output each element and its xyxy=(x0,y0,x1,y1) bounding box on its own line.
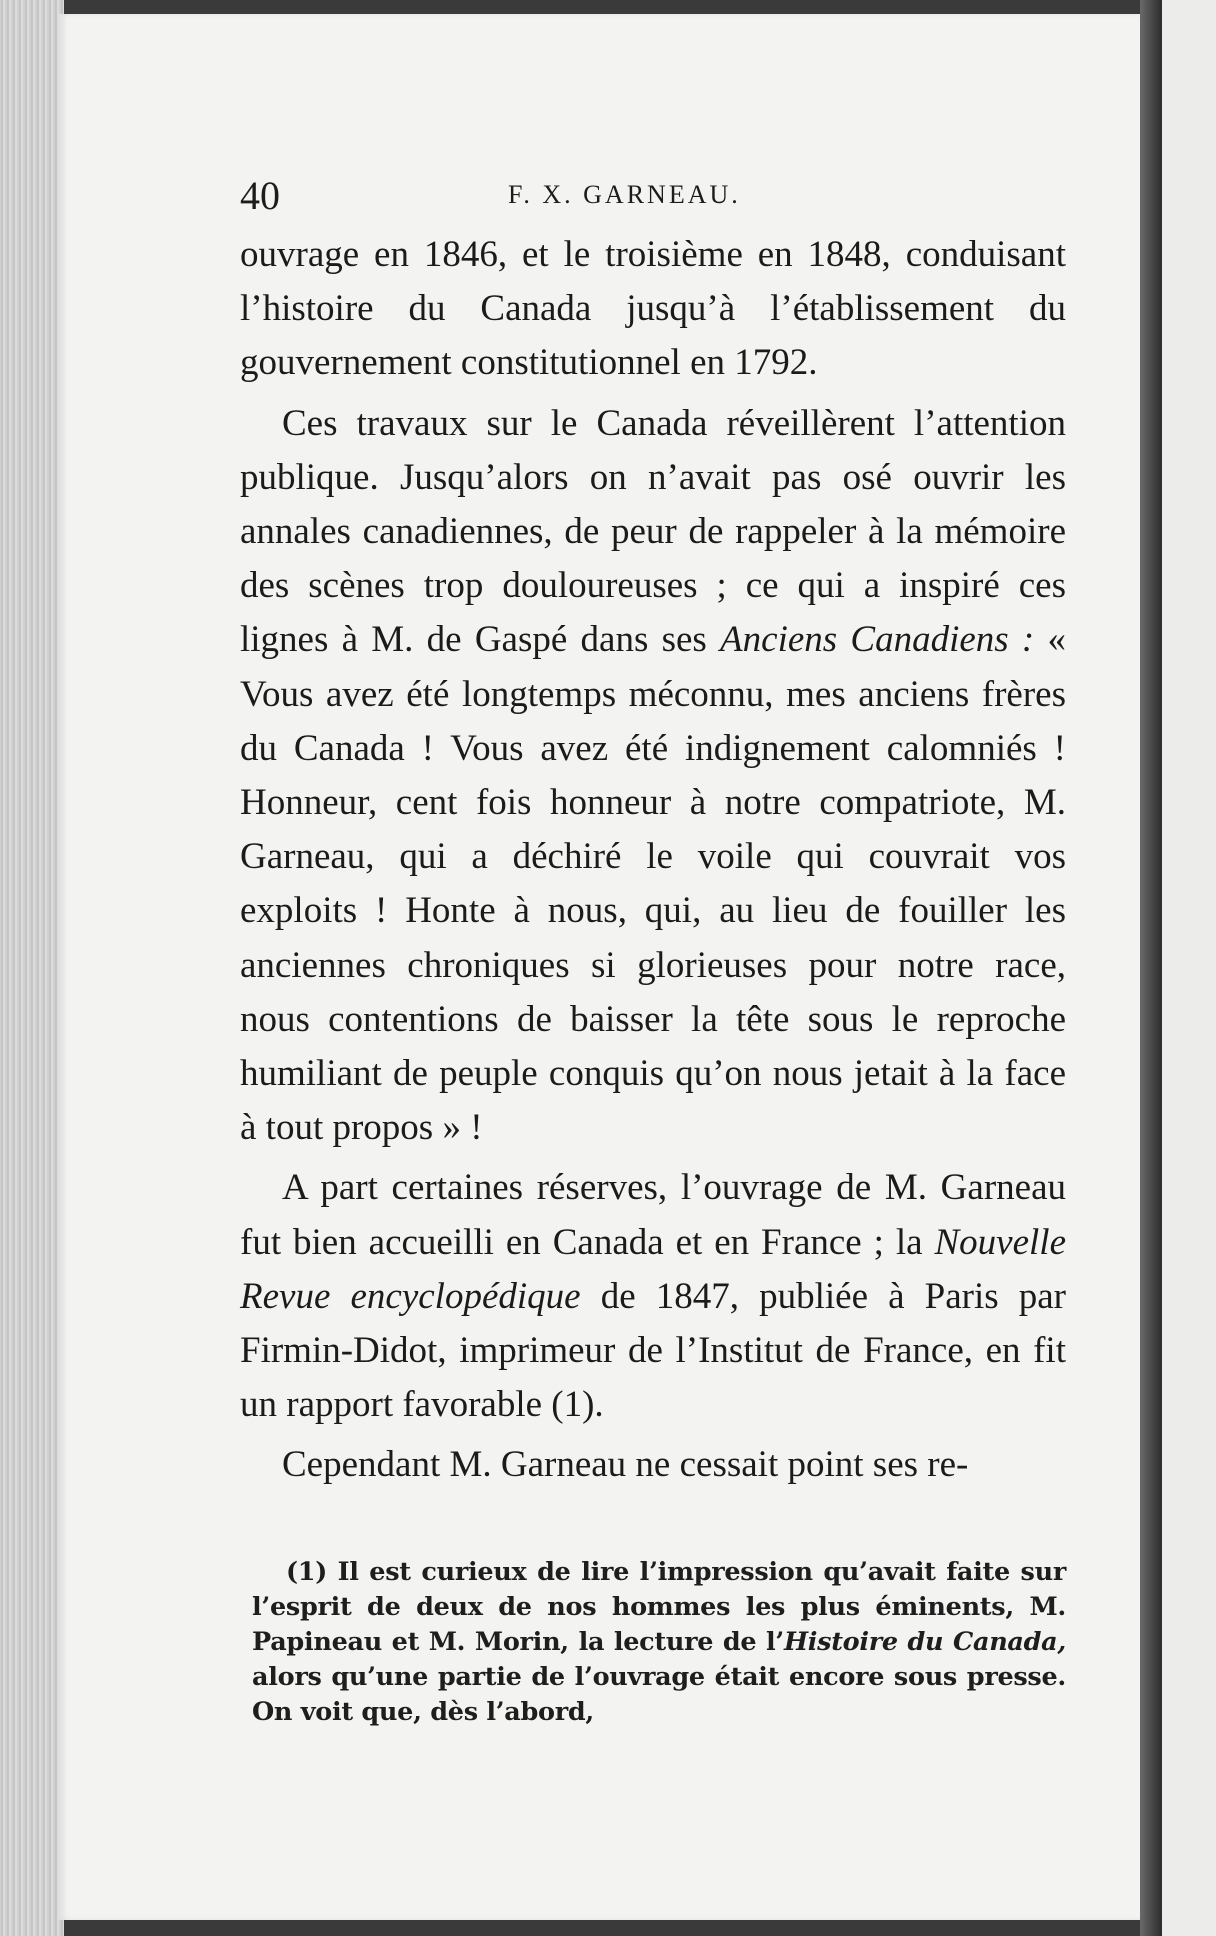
running-title: F. X. GARNEAU. xyxy=(508,180,741,209)
body-text xyxy=(240,228,1066,1493)
footnote-book-title: Histoire du Canada, xyxy=(783,1627,1066,1657)
paragraph-1: ouvrage en 1846, et le troisième en 1848, conduisant l’histoire du Canada jusqu’à l’établissement du gouvernement constitutionnel en 1792. xyxy=(240,234,1066,384)
paragraph-3-text-a: A part certaines réserves, l’ouvrage de M. Garneau fut bien accueilli en Canada et en France ; la xyxy=(240,1167,1066,1263)
footnote xyxy=(252,1555,1066,1730)
paragraph-2-text-a: Ces travaux sur le Canada réveillèrent l’attention publique. Jusqu’alors on n’avait pas osé ouvrir les annales canadiennes, de peur de rappeler à la mémoire des scènes trop douloureuses ; ce qui a inspiré ces lignes à M. de Gaspé dans ses xyxy=(240,402,1066,661)
paragraph-3-text-b: de 1847, publiée à Paris par Firmin-Didot, imprimeur de l’Institut de France, en fit un rapport favorable (1). xyxy=(240,1275,1066,1426)
paragraph-2 xyxy=(240,397,1066,1156)
book-gutter xyxy=(1140,0,1162,1936)
running-head xyxy=(240,172,1070,222)
footnote-text-a: (1) Il est curieux de lire l’impression qu’avait faite sur l’esprit de deux de nos hommes les plus éminents, M. Papineau et M. Morin, la lecture de l’ xyxy=(252,1557,1066,1657)
paragraph-2-text-b: « Vous avez été longtemps méconnu, mes anciens frères du Canada ! Vous avez été indignement calomniés ! Honneur, cent fois honneur à notre compatriote, M. Garneau, qui a déchiré le voile qui couvrait vos exploits ! Honte à nous, qui, au lieu de fouiller les anciennes chroniques si glorieuses pour notre race, nous contentions de baisser la tête sous le reproche humiliant de peuple conquis qu’on nous jetait à la face à tout propos » ! xyxy=(240,619,1066,1149)
next-page-edge xyxy=(1162,0,1216,1936)
footnote-1 xyxy=(252,1555,1066,1730)
paragraph-4: Cependant M. Garneau ne cessait point ses re- xyxy=(282,1444,969,1486)
book-title-anciens-canadiens: Anciens Canadiens : xyxy=(720,619,1035,661)
page-edges xyxy=(0,0,64,1936)
paragraph-3 xyxy=(240,1161,1066,1432)
journal-title-nouvelle-revue: Nouvelle Revue encyclopédique xyxy=(240,1221,1066,1317)
footnote-text-b: alors qu’une partie de l’ouvrage était encore sous presse. On voit que, dès l’abord, xyxy=(252,1662,1066,1727)
page-number: 40 xyxy=(240,173,280,218)
